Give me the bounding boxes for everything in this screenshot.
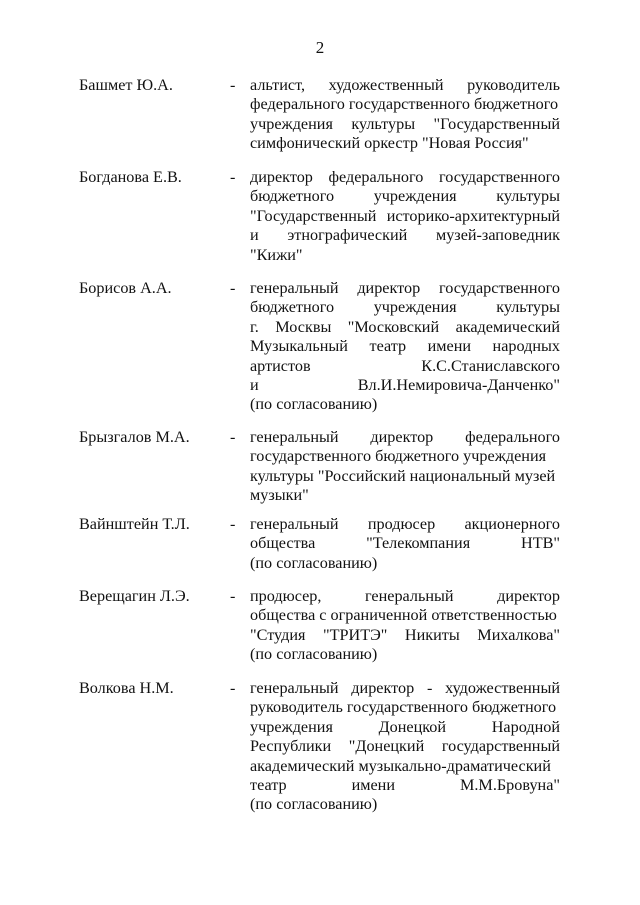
description-line: культуры "Российский национальный музей bbox=[250, 466, 556, 485]
description-line: театр имени М.М.Бровуна" bbox=[250, 776, 560, 795]
dash-separator: - bbox=[230, 587, 236, 605]
description-line: (по согласованию) bbox=[250, 395, 378, 414]
description-line: продюсер, генеральный директор bbox=[250, 587, 560, 605]
member-name: Волкова Н.М. bbox=[79, 679, 174, 697]
member-description bbox=[250, 428, 560, 506]
dash-separator: - bbox=[230, 76, 236, 94]
description-line: "Кижи" bbox=[250, 245, 303, 264]
dash-separator: - bbox=[230, 428, 236, 446]
description-line: Музыкальный театр имени народных bbox=[250, 337, 560, 356]
member-description bbox=[250, 587, 560, 665]
description-line: государственного бюджетного учреждения bbox=[250, 447, 547, 466]
description-line: симфонический оркестр "Новая Россия" bbox=[250, 134, 529, 153]
description-line: альтист, художественный руководитель bbox=[250, 76, 560, 94]
member-name: Борисов А.А. bbox=[79, 279, 172, 297]
description-line: руководитель государственного бюджетного bbox=[250, 698, 557, 717]
description-line: генеральный директор федерального bbox=[250, 428, 560, 446]
member-name: Богданова Е.В. bbox=[79, 168, 182, 186]
dash-separator: - bbox=[230, 168, 236, 186]
description-line: бюджетного учреждения культуры bbox=[250, 298, 560, 317]
description-line: общества "Телекомпания НТВ" bbox=[250, 534, 560, 553]
member-description bbox=[250, 168, 560, 265]
description-line: бюджетного учреждения культуры bbox=[250, 187, 560, 206]
dash-separator: - bbox=[230, 679, 236, 697]
description-line: директор федерального государственного bbox=[250, 168, 560, 186]
page-number: 2 bbox=[315, 38, 325, 57]
description-line: "Студия "ТРИТЭ" Никиты Михалкова" bbox=[250, 625, 560, 644]
description-line: "Государственный историко-архитектурный bbox=[250, 206, 560, 225]
description-line: музыки" bbox=[250, 486, 309, 505]
dash-separator: - bbox=[230, 515, 236, 533]
description-line: Республики "Донецкий государственный bbox=[250, 737, 560, 756]
description-line: федерального государственного бюджетного bbox=[250, 95, 559, 114]
description-line: генеральный продюсер акционерного bbox=[250, 515, 560, 533]
description-line: и этнографический музей-заповедник bbox=[250, 226, 560, 245]
description-line: артистов К.С.Станиславского bbox=[250, 356, 560, 375]
description-line: общества с ограниченной ответственностью bbox=[250, 606, 557, 625]
member-description bbox=[250, 515, 560, 573]
member-name: Верещагин Л.Э. bbox=[79, 587, 190, 605]
member-description bbox=[250, 279, 560, 415]
member-description bbox=[250, 76, 560, 154]
description-line: генеральный директор - художественный bbox=[250, 679, 560, 697]
member-name: Башмет Ю.А. bbox=[79, 76, 173, 94]
description-line: учреждения культуры "Государственный bbox=[250, 114, 560, 133]
description-line: (по согласованию) bbox=[250, 553, 378, 572]
member-name: Вайнштейн Т.Л. bbox=[79, 515, 190, 533]
description-line: г. Москвы "Московский академический bbox=[250, 317, 560, 336]
description-line: и Вл.И.Немировича-Данченко" bbox=[250, 376, 560, 395]
member-description bbox=[250, 679, 560, 815]
description-line: (по согласованию) bbox=[250, 645, 378, 664]
description-line: (по согласованию) bbox=[250, 795, 378, 814]
dash-separator: - bbox=[230, 279, 236, 297]
member-name: Брызгалов М.А. bbox=[79, 428, 190, 446]
description-line: генеральный директор государственного bbox=[250, 279, 560, 297]
description-line: академический музыкально-драматический bbox=[250, 756, 551, 775]
description-line: учреждения Донецкой Народной bbox=[250, 717, 560, 736]
